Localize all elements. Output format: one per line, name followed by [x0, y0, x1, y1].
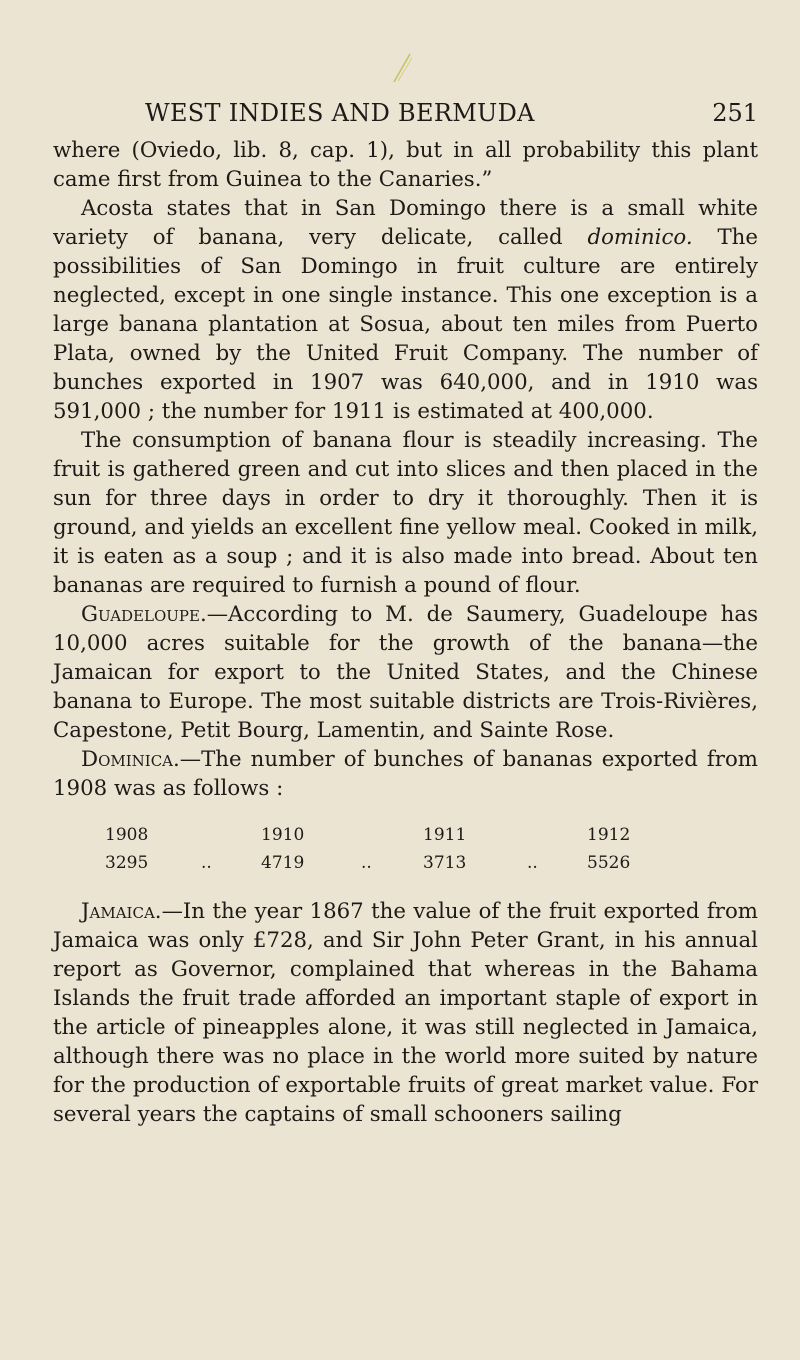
paragraph: where (Oviedo, lib. 8, cap. 1), but in all probability this plant came first from Guinea to the Canaries.” [53, 138, 758, 192]
paragraph-san-domingo: Acosta states that in San Domingo there is a small white variety of banana, very delicate, called dominico. The possibilities of San Domingo in fruit culture are entirely neglected, except in one single instance. This one exception is a large banana plantation at Sosua, about ten miles from Puerto Plata, owned by the United Fruit Company. The number of bunches exported in 1907 was 640,000, and in 1910 was 591,000 ; the number for 1911 is estimated at 400,000. [53, 196, 758, 424]
italic-term: dominico. [587, 225, 693, 250]
table-year: 1908 [105, 825, 149, 845]
table-separator: .. [527, 853, 538, 873]
section-heading-jamaica: Jamaica. [81, 899, 162, 924]
book-page [53, 96, 758, 1129]
table-value: 3713 [423, 853, 467, 873]
section-heading-guadeloupe: Guadeloupe. [81, 602, 207, 627]
running-header [53, 96, 758, 130]
section-heading-dominica: Dominica. [81, 747, 180, 772]
paragraph-guadeloupe: Guadeloupe.—According to M. de Saumery, Guadeloupe has 10,000 acres suitable for the growth of the banana—the Jamaican for export to the United States, and the Chinese banana to Europe. The most suitable districts are Trois-Rivières, Capestone, Petit Bourg, Lamentin, and Sainte Rose. [53, 602, 758, 743]
table-value: 3295 [105, 853, 149, 873]
table-year: 1912 [587, 825, 631, 845]
running-title: WEST INDIES AND BERMUDA [145, 99, 535, 127]
table-separator: .. [201, 853, 212, 873]
body-text [53, 136, 758, 1129]
page-number: 251 [712, 99, 758, 127]
table-value: 5526 [587, 853, 631, 873]
table-year: 1911 [423, 825, 467, 845]
table-value: 4719 [261, 853, 305, 873]
pencil-mark-icon [388, 50, 418, 84]
paragraph-dominica: Dominica.—The number of bunches of bananas exported from 1908 was as follows : [53, 747, 758, 801]
table-separator: .. [361, 853, 372, 873]
paragraph-jamaica: Jamaica.—In the year 1867 the value of the fruit exported from Jamaica was only £728, and Sir John Peter Grant, in his annual report as Governor, complained that whereas in the Bahama Islands the fruit trade afforded an important staple of export in the article of pineapples alone, it was still neglected in Jamaica, although there was no place in the world more suited by nature for the production of exportable fruits of great market value. For several years the captains of small schooners sailing [53, 899, 758, 1127]
export-table [53, 821, 758, 883]
table-year: 1910 [261, 825, 305, 845]
paragraph-banana-flour: The consumption of banana flour is steadily increasing. The fruit is gathered green and cut into slices and then placed in the sun for three days in order to dry it thoroughly. Then it is ground, and yields an excellent fine yellow meal. Cooked in milk, it is eaten as a soup ; and it is also made into bread. About ten bananas are required to furnish a pound of flour. [53, 428, 758, 598]
